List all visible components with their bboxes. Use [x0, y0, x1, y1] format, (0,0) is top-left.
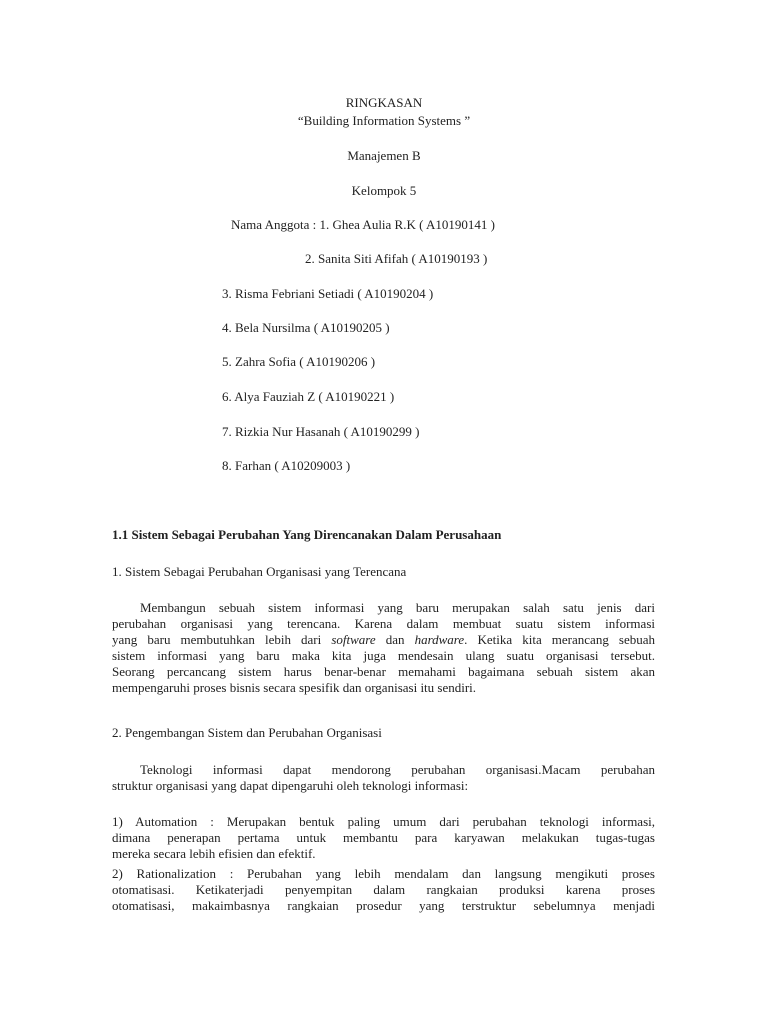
members-first-line — [231, 217, 495, 233]
list-item-automation — [112, 814, 655, 862]
subsection-heading-1: 1. Sistem Sebagai Perubahan Organisasi yang Terencana — [112, 564, 407, 579]
paragraph-line: otomatisasi, makaimbasnya rangkaian prosedur yang terstruktur sebelumnya menjadi — [112, 898, 655, 913]
software-term: software — [331, 632, 376, 647]
paragraph-line: mempengaruhi proses bisnis secara spesifik dan organisasi itu sendiri. — [112, 680, 477, 695]
paragraph-line: Teknologi informasi dapat mendorong perubahan organisasi.Macam perubahan — [140, 762, 655, 777]
members-label: Nama Anggota : — [231, 217, 320, 232]
paragraph-line: otomatisasi. Ketikaterjadi penyempitan dalam rangkaian produksi karena proses — [112, 882, 655, 897]
paragraph-line: 1) Automation : Merupakan bentuk paling umum dari perubahan teknologi informasi, — [112, 814, 655, 829]
paragraph-line: perubahan organisasi yang terencana. Karena dalam membuat suatu sistem informasi — [112, 616, 655, 631]
paragraph-line: Membangun sebuah sistem informasi yang baru merupakan salah satu jenis dari — [140, 600, 655, 615]
paragraph-line: mereka secara lebih efisien dan efektif. — [112, 846, 316, 861]
member-item: 1. Ghea Aulia R.K ( A10190141 ) — [319, 217, 495, 232]
hardware-term: hardware — [414, 632, 465, 647]
member-item: 8. Farhan ( A10209003 ) — [222, 458, 351, 473]
document-subtitle: “Building Information Systems ” — [297, 113, 471, 128]
member-item: 3. Risma Febriani Setiadi ( A10190204 ) — [222, 286, 434, 301]
group-name: Kelompok 5 — [351, 183, 417, 198]
member-item: 7. Rizkia Nur Hasanah ( A10190299 ) — [222, 424, 420, 439]
paragraph-line: yang baru membutuhkan lebih dari software dan hardware. Ketika kita merancang sebuah — [112, 632, 655, 647]
section-heading: 1.1 Sistem Sebagai Perubahan Yang Direncanakan Dalam Perusahaan — [112, 527, 502, 542]
paragraph-line: Seorang percancang sistem harus benar-benar memahami bagaimana sebuah sistem akan — [112, 664, 655, 679]
paragraph-line: dimana penerapan pertama untuk membantu para karyawan melakukan tugas-tugas — [112, 830, 655, 845]
subsection-heading-2: 2. Pengembangan Sistem dan Perubahan Organisasi — [112, 725, 382, 740]
member-item: 2. Sanita Siti Afifah ( A10190193 ) — [305, 251, 488, 266]
paragraph-line: struktur organisasi yang dapat dipengaruhi oleh teknologi informasi: — [112, 778, 469, 793]
member-item: 4. Bela Nursilma ( A10190205 ) — [222, 320, 390, 335]
class-name: Manajemen B — [347, 148, 421, 163]
paragraph-line: sistem informasi yang baru maka kita juga mendesain ulang suatu organisasi tersebut. — [112, 648, 655, 663]
member-item: 5. Zahra Sofia ( A10190206 ) — [222, 354, 376, 369]
paragraph-line: 2) Rationalization : Perubahan yang lebih mendalam dan langsung mengikuti proses — [112, 866, 655, 881]
document-title: RINGKASAN — [345, 95, 423, 110]
member-item: 6. Alya Fauziah Z ( A10190221 ) — [222, 389, 395, 404]
paragraph-2 — [112, 762, 655, 794]
list-item-rationalization — [112, 866, 655, 914]
paragraph-1 — [112, 600, 655, 696]
